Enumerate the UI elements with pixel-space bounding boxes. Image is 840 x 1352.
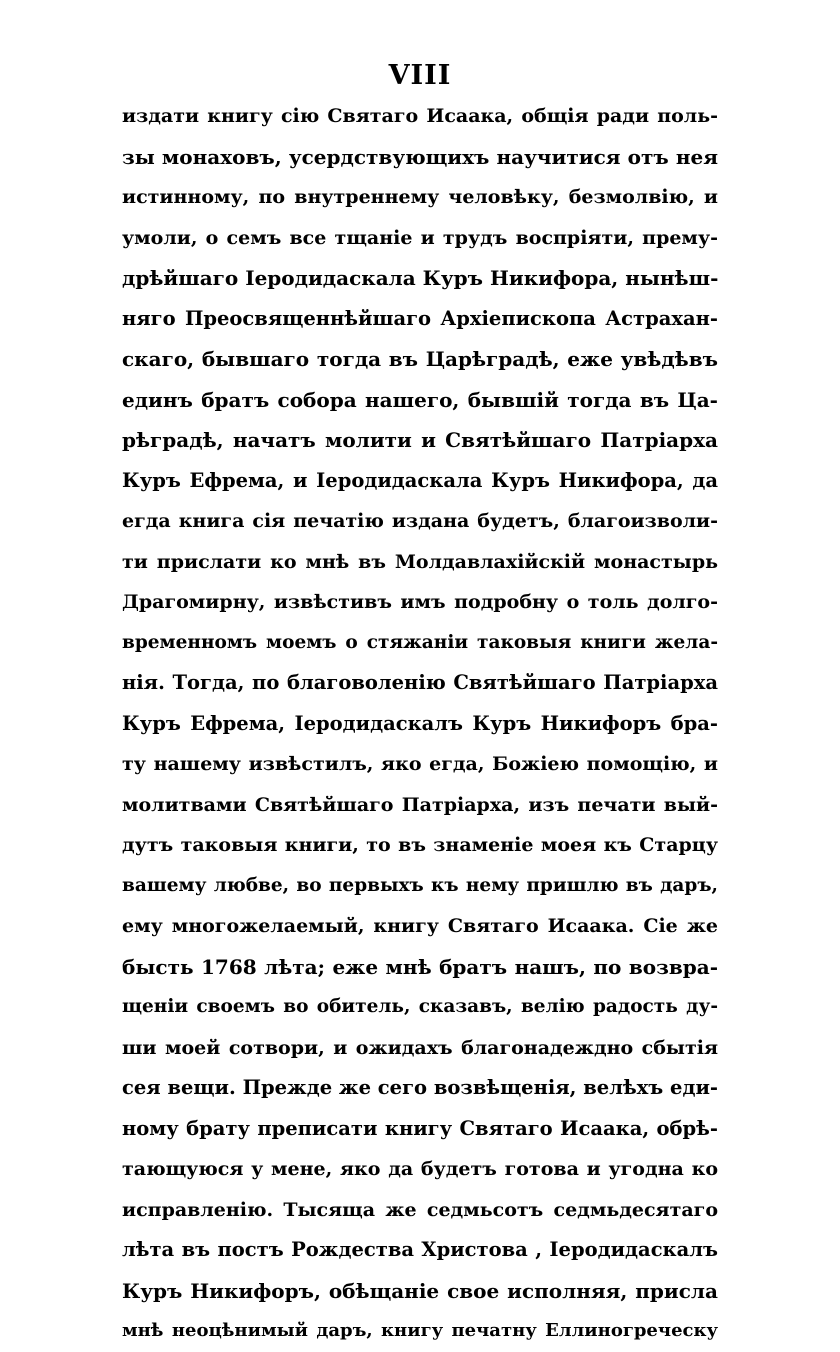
text-line: щеніи своемъ во обитель, сказавъ, велію радость ду- [122,996,718,1017]
text-line: Куръ Ефрема, Іеродидаскалъ Куръ Никифоръ бра- [122,711,718,735]
text-line: егда книга сія печатію издана будетъ, благоизволи- [122,510,718,532]
text-line: зы монаховъ, усердствующихъ научитися отъ нея [122,144,718,169]
text-line: ти прислати ко мнѣ въ Молдавлахійскій монастырь [122,550,718,573]
text-line: рѣградѣ, начатъ молити и Святѣйшаго Патріарха [122,428,718,452]
text-line: Драгомирну, извѣстивъ имъ подробну о толь долго- [122,591,718,613]
text-line: нія. Тогда, по благоволенію Святѣйшаго Патріарха [122,671,718,694]
text-line: истинному, по внутреннему человѣку, безмолвію, и [122,186,718,208]
text-line: скаго, бывшаго тогда въ Царѣградѣ, еже увѣдѣвъ [122,347,718,371]
text-line: молитвами Святѣйшаго Патріарха, изъ печати вый- [122,793,718,816]
text-line: Куръ Никифоръ, обѣщаніе свое исполняя, присла [122,1278,718,1303]
text-line: единъ братъ собора нашего, бывшій тогда въ Ца- [122,387,718,412]
text-line: умоли, о семъ все тщаніе и трудъ воспріяти, прему- [122,226,718,249]
text-line: временномъ моемъ о стяжаніи таковыя книги жела- [122,631,718,653]
text-line: ному брату преписати книгу Святаго Исаака, обрѣ- [122,1116,718,1140]
text-line: исправленію. Тысяща же седмьсотъ седмьдесятаго [122,1198,718,1221]
text-body [122,96,718,1352]
text-line: бысть 1768 лѣта; еже мнѣ братъ нашъ, по возвра- [122,954,718,979]
text-line: ши моей сотвори, и ожидахъ благонадеждно сбытія [122,1036,718,1059]
text-line: мнѣ неоцѣнимый даръ, книгу печатну Еллиногреческу [122,1320,718,1341]
text-line: сея вещи. Прежде же сего возвѣщенія, велѣхъ еди- [122,1076,718,1099]
text-line: няго Преосвященнѣйшаго Архіепископа Астрахан- [122,306,718,330]
text-line: Куръ Ефрема, и Іеродидаскала Куръ Никифора, да [122,468,718,492]
text-line: вашему любве, во первыхъ къ нему пришлю въ даръ, [122,874,718,896]
text-line: дрѣйшаго Іеродидаскала Куръ Никифора, нынѣш- [122,266,718,290]
text-line: дутъ таковыя книги, то въ знаменіе моея къ Старцу [122,834,718,856]
text-line: издати книгу сію Святаго Исаака, общія ради поль- [122,105,718,127]
text-line: тающуюся у мене, яко да будетъ готова и угодна ко [122,1158,718,1180]
text-line: лѣта въ постъ Рождества Христова , Іеродидаскалъ [122,1238,718,1261]
text-line: ему многожелаемый, книгу Святаго Исаака. Сіе же [122,915,718,937]
page-number: VIII [388,60,452,91]
text-line: ту нашему извѣстилъ, яко егда, Божіею помощію, и [122,753,718,775]
